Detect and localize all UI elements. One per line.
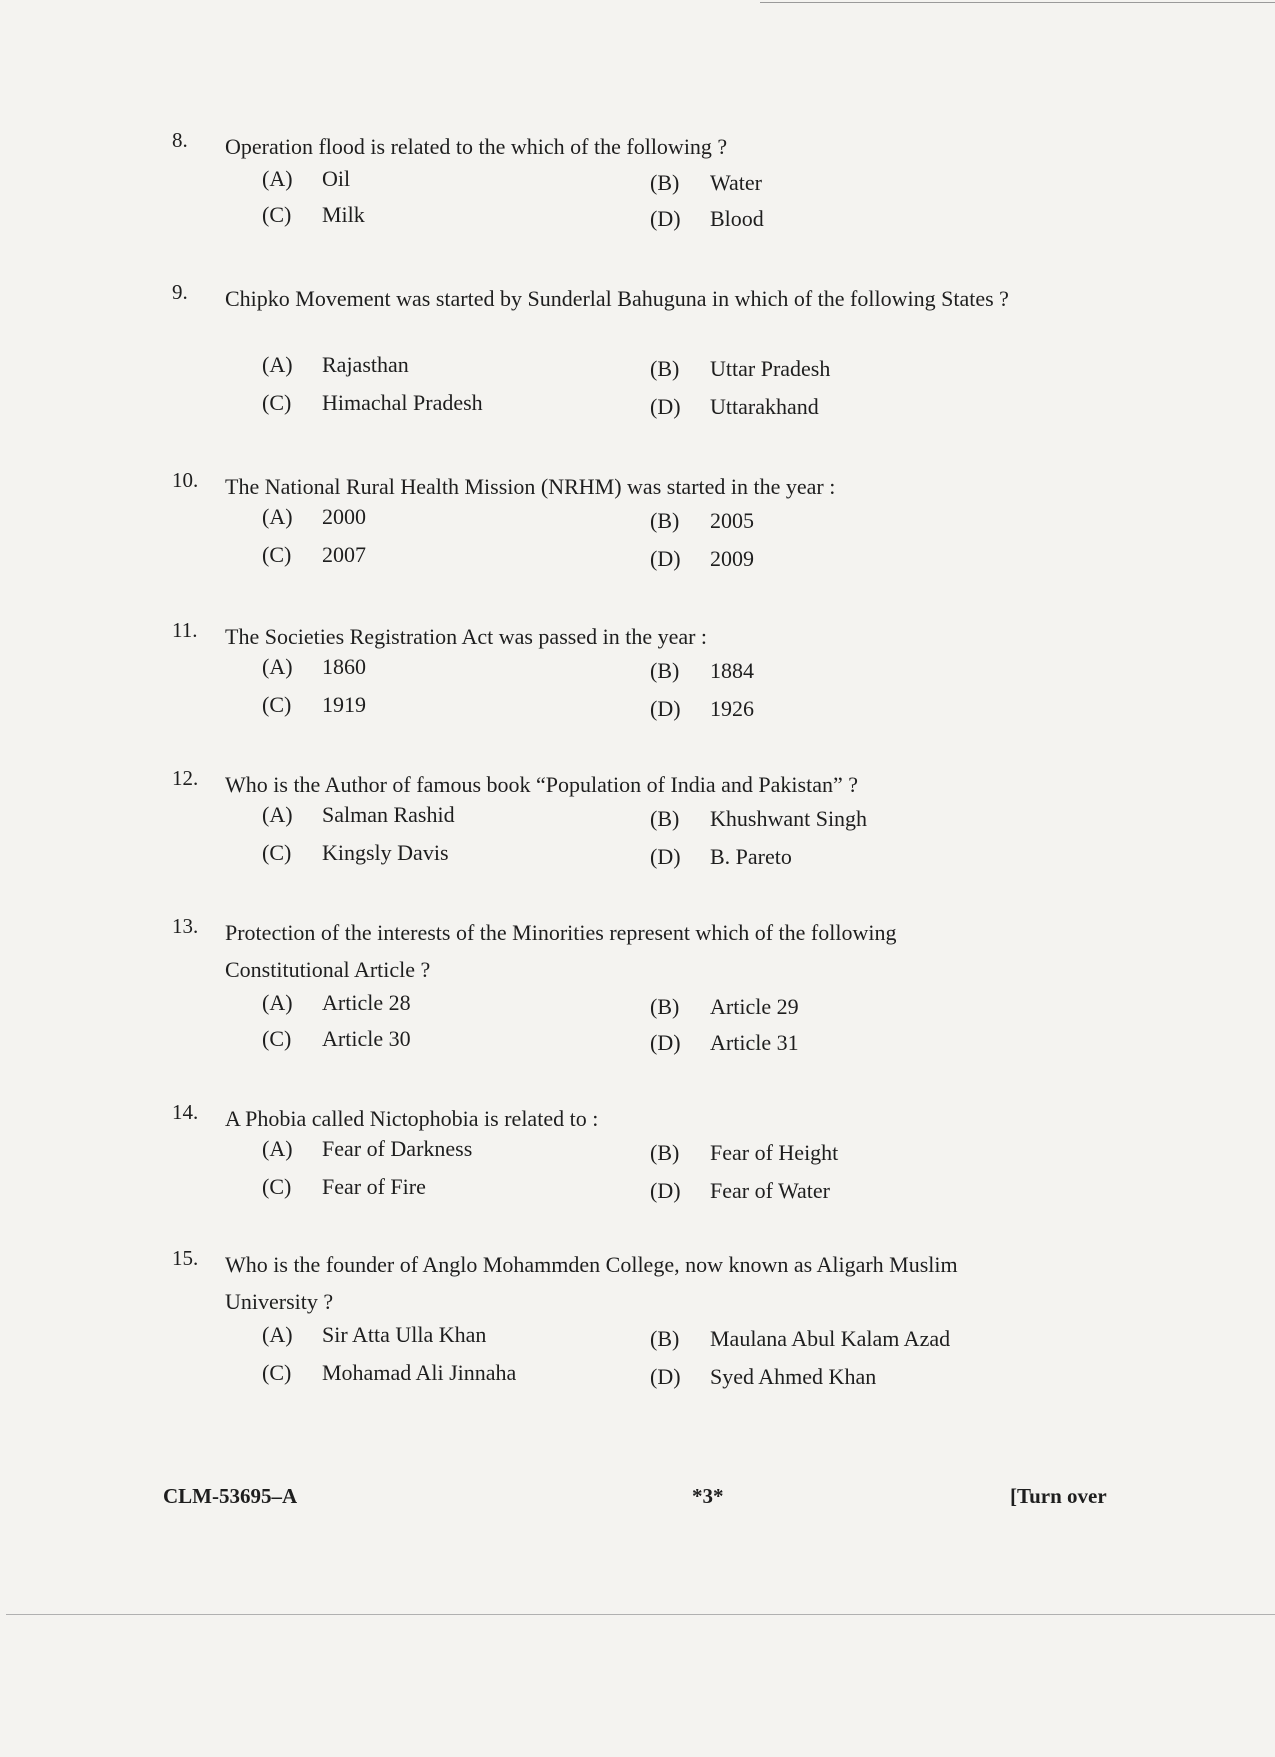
- option-letter: (B): [650, 806, 680, 831]
- option-text: Khushwant Singh: [710, 806, 868, 831]
- question-text: Protection of the interests of the Minorities represent which of the following Constitutional Article ?: [225, 920, 897, 982]
- question-number: 12.: [172, 766, 199, 790]
- question-text: Who is the founder of Anglo Mohammden College, now known as Aligarh Muslim University ?: [225, 1252, 958, 1314]
- option-text: Himachal Pradesh: [322, 390, 483, 415]
- paper-code: CLM-53695–A: [163, 1484, 298, 1508]
- option-letter: (D): [650, 1030, 681, 1055]
- option-letter: (D): [650, 844, 681, 869]
- option-letter: (C): [262, 202, 292, 227]
- question-number: 14.: [172, 1100, 199, 1124]
- question-number: 13.: [172, 914, 199, 938]
- option-letter: (B): [650, 994, 680, 1019]
- option-letter: (C): [262, 692, 292, 717]
- question-number: 9.: [172, 280, 188, 304]
- option-letter: (D): [650, 696, 681, 721]
- option-text: Maulana Abul Kalam Azad: [710, 1326, 951, 1351]
- option-letter: (C): [262, 1360, 292, 1385]
- option-text: Milk: [322, 202, 365, 227]
- option-text: Sir Atta Ulla Khan: [322, 1322, 487, 1347]
- option-text: Fear of Height: [710, 1140, 839, 1165]
- option-text: 2000: [322, 504, 366, 529]
- question-text: A Phobia called Nictophobia is related to :: [225, 1106, 599, 1131]
- option-text: Article 28: [322, 990, 411, 1015]
- option-letter: (B): [650, 1140, 680, 1165]
- question-text: Who is the Author of famous book “Population of India and Pakistan” ?: [225, 772, 858, 797]
- option-text: Article 30: [322, 1026, 411, 1051]
- question-number: 8.: [172, 128, 188, 152]
- option-letter: (B): [650, 508, 680, 533]
- option-text: 2009: [710, 546, 754, 571]
- option-letter: (A): [262, 1322, 293, 1347]
- option-letter: (A): [262, 990, 293, 1015]
- option-text: 1926: [710, 696, 754, 721]
- option-text: 1860: [322, 654, 366, 679]
- question-number: 11.: [172, 618, 198, 642]
- option-text: Uttar Pradesh: [710, 356, 831, 381]
- option-text: Uttarakhand: [710, 394, 819, 419]
- question-text: Operation flood is related to the which of the following ?: [225, 134, 728, 159]
- option-letter: (A): [262, 654, 293, 679]
- option-text: Fear of Water: [710, 1178, 830, 1203]
- option-letter: (C): [262, 390, 292, 415]
- top-rule: [760, 2, 1275, 3]
- question-number: 10.: [172, 468, 199, 492]
- option-text: Rajasthan: [322, 352, 409, 377]
- option-letter: (A): [262, 504, 293, 529]
- option-letter: (C): [262, 1174, 292, 1199]
- question-text: Chipko Movement was started by Sunderlal Bahuguna in which of the following States ?: [225, 286, 1009, 311]
- option-text: 2007: [322, 542, 366, 567]
- option-letter: (D): [650, 394, 681, 419]
- option-letter: (A): [262, 802, 293, 827]
- option-text: Fear of Darkness: [322, 1136, 473, 1161]
- bottom-rule: [6, 1614, 1275, 1615]
- option-letter: (C): [262, 1026, 292, 1051]
- option-letter: (B): [650, 658, 680, 683]
- turn-over-label: [Turn over: [1010, 1484, 1107, 1508]
- option-text: Article 29: [710, 994, 799, 1019]
- option-text: Kingsly Davis: [322, 840, 449, 865]
- option-letter: (B): [650, 170, 680, 195]
- option-letter: (D): [650, 1178, 681, 1203]
- option-text: 1884: [710, 658, 754, 683]
- option-letter: (C): [262, 840, 292, 865]
- option-letter: (D): [650, 206, 681, 231]
- option-text: 2005: [710, 508, 754, 533]
- question-text: The Societies Registration Act was passed in the year :: [225, 624, 708, 649]
- question-text: The National Rural Health Mission (NRHM) was started in the year :: [225, 474, 836, 499]
- option-text: Article 31: [710, 1030, 799, 1055]
- option-letter: (D): [650, 1364, 681, 1389]
- option-text: Salman Rashid: [322, 802, 455, 827]
- option-text: 1919: [322, 692, 366, 717]
- option-text: Fear of Fire: [322, 1174, 426, 1199]
- option-letter: (A): [262, 1136, 293, 1161]
- question-number: 15.: [172, 1246, 199, 1270]
- option-letter: (C): [262, 542, 292, 567]
- option-text: Water: [710, 170, 762, 195]
- option-letter: (A): [262, 166, 293, 191]
- option-text: Oil: [322, 166, 351, 191]
- option-letter: (D): [650, 546, 681, 571]
- option-letter: (B): [650, 356, 680, 381]
- option-letter: (A): [262, 352, 293, 377]
- option-text: Syed Ahmed Khan: [710, 1364, 877, 1389]
- option-text: Mohamad Ali Jinnaha: [322, 1360, 517, 1385]
- page-number: *3*: [692, 1484, 724, 1508]
- option-letter: (B): [650, 1326, 680, 1351]
- option-text: B. Pareto: [710, 844, 792, 869]
- option-text: Blood: [710, 206, 764, 231]
